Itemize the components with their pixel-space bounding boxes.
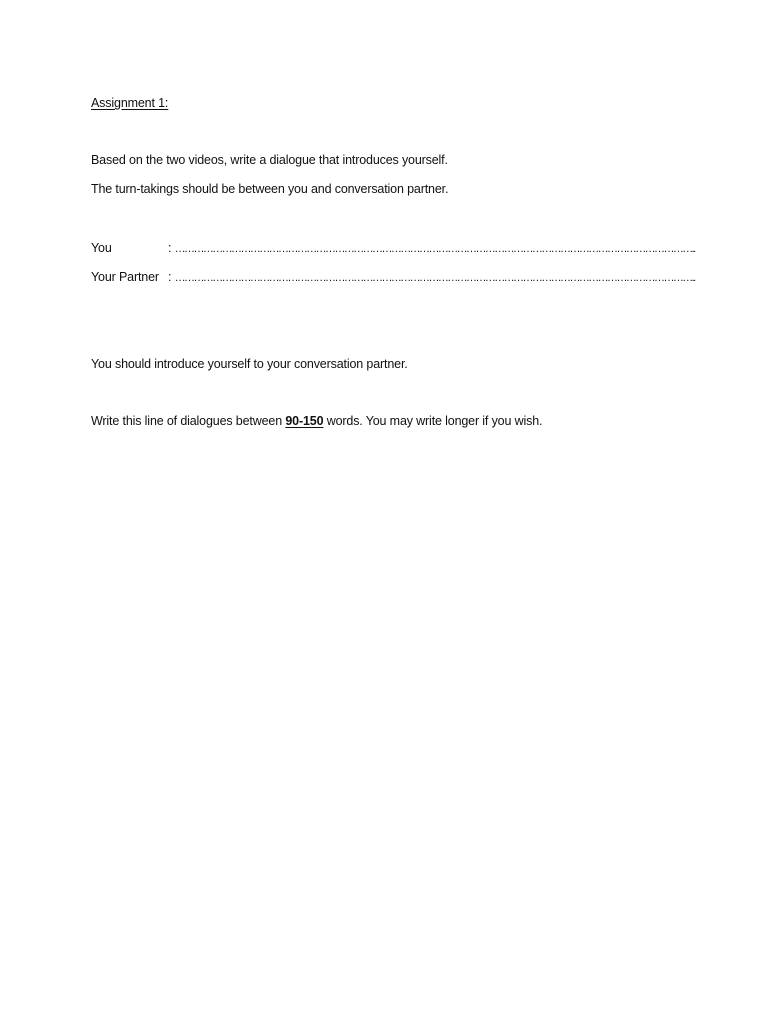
assignment-title: Assignment 1: [91,96,169,110]
word-count-range: 90-150 [285,414,324,428]
dialogue-row-partner [91,269,695,286]
word-count-suffix: words. You may write longer if you wish. [326,414,543,428]
instruction-line-1: Based on the two videos, write a dialogue that introduces yourself. [91,153,448,167]
word-count-prefix: Write this line of dialogues between [91,414,283,428]
instruction-line-2: The turn-takings should be between you and conversation partner. [91,182,449,196]
partner-separator: : [168,270,172,284]
you-separator: : [168,241,172,255]
partner-answer-blank: ………………………………………………………………………………………………………………………………………………….. [174,272,695,284]
you-answer-blank: ………………………………………………………………………………………………………………………………………………….. [174,243,695,255]
word-count-instruction [91,413,542,429]
you-label: You [91,241,112,255]
partner-label: Your Partner [91,270,159,284]
dialogue-row-you [91,240,695,257]
introduction-note: You should introduce yourself to your conversation partner. [91,357,408,371]
